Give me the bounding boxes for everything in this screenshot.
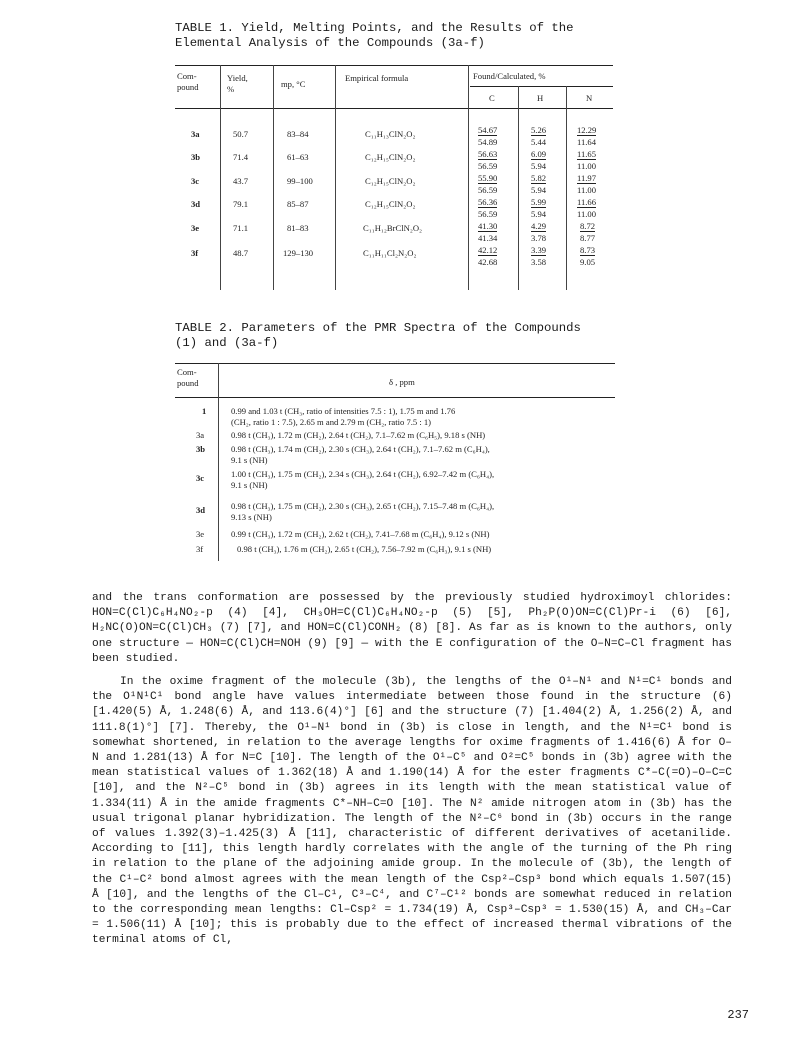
table1-row-3f-mp: 129–130 — [283, 248, 314, 258]
table1-header-yield: Yield, % — [227, 73, 248, 94]
table1-caption — [175, 21, 615, 51]
page-number: 237 — [727, 1008, 749, 1022]
table1-row-3b-yield: 71.4 — [233, 152, 249, 162]
table1 — [175, 65, 613, 290]
table2-row-3a-compound: 3a — [196, 430, 205, 440]
table1-row-3d-n-calc: 11.00 — [577, 209, 597, 219]
table1-row-3e-mp: 81–83 — [287, 223, 309, 233]
table1-row-3d-formula: C₁₂H₁₅ClN₂O₂ — [365, 199, 416, 209]
table2-row-3c-line1: 1.00 t (CH₃), 1.75 m (CH₂), 2.34 s (CH₃), 2.64 t (CH₂), 6.92–7.42 m (C₆H₄), — [231, 469, 495, 479]
table1-header-mp: mp, °C — [281, 79, 306, 89]
table1-row-3e-n-found: 8.72 — [580, 221, 596, 231]
table1-row-3a-formula: C₁₁H₁₃ClN₂O₂ — [365, 129, 416, 139]
table1-header-n: N — [586, 93, 593, 103]
table1-row-3c-c-found: 55.90 — [478, 173, 498, 183]
table2-header-delta: δ , ppm — [389, 377, 415, 387]
table1-row-3d-c-found: 56.36 — [478, 197, 498, 207]
table2-row-3c-compound: 3c — [196, 473, 205, 483]
table2-row-3b-line1: 0.98 t (CH₃), 1.74 m (CH₂), 2.30 s (CH₃), 2.64 t (CH₂), 7.1–7.62 m (C₆H₄), — [231, 444, 490, 454]
table1-row-3c-c-calc: 56.59 — [478, 185, 498, 195]
table2-caption-line2: (1) and (3a-f) — [175, 336, 279, 350]
table1-row-3e-c-found: 41.30 — [478, 221, 498, 231]
table1-row-3e-h-found: 4.29 — [531, 221, 547, 231]
table1-row-3a-c-found: 54.67 — [478, 125, 498, 135]
table2-row-3c-line2: 9.1 s (NH) — [231, 480, 268, 490]
table1-row-3f-yield: 48.7 — [233, 248, 249, 258]
table1-row-3d-n-found: 11.66 — [577, 197, 597, 207]
table1-header-compound: Com- pound — [177, 71, 199, 92]
table1-row-3f-h-calc: 3.58 — [531, 257, 547, 267]
paragraph-1: and the trans conformation are possessed by the previously studied hydroximoyl chlorides: HON=C(Cl)C₆H₄NO₂-p (4) [4], CH₃OH=C(Cl)C₆H₄NO₂-p (5) [5], Ph₂P(O)ON=C(Cl)Pr-i (6) [6], H₂NC(O)ON=C(Cl)CH₃ (7) [7], and HON=C(Cl)CONH₂ (8) [8]. As far as is known to the authors, only one structure — HON=C(Cl)CH=NOH (9) [9] — with the E configuration of the O–N=C–Cl fragment has been studied. — [92, 592, 732, 665]
table2-row-1-line2: (CH₂, ratio 1 : 7.5), 2.65 m and 2.79 m (CH₂, ratio 7.5 : 1) — [231, 417, 432, 427]
table1-row-3f-n-calc: 9.05 — [580, 257, 596, 267]
table1-row-3b-n-calc: 11.00 — [577, 161, 597, 171]
table1-row-3b-h-found: 6.09 — [531, 149, 547, 159]
table2-row-3f-compound: 3f — [196, 544, 204, 554]
table1-row-3c-compound: 3c — [191, 176, 200, 186]
table1-row-3f-c-calc: 42.68 — [478, 257, 498, 267]
table1-header-h: H — [537, 93, 544, 103]
table1-row-3f-c-found: 42.12 — [478, 245, 498, 255]
table2-row-3d-compound: 3d — [196, 505, 206, 515]
paragraph-2: In the oxime fragment of the molecule (3b), the lengths of the O¹–N¹ and N¹=C¹ bonds and the O¹N¹C¹ bond angle have values intermediate between those found in the structure (6) [1.420(5) Å, 1.248(6) Å, and 113.6(4)°] [6] and the structure (7) [1.404(2) Å, 1.256(2) Å, and 111.8(1)°] [7]. Thereby, the O¹–N¹ bond in (3b) is close in length, and the N¹=C¹ bond is somewhat shortened, in relation to the average lengths for oxime fragments of 1.416(6) Å for O–N and 1.281(13) Å for N=C [10]. The length of the O¹–C⁵ and O²=C⁵ bonds in (3b) agree with the mean statistical values of 1.362(18) Å and 1.190(14) Å for the ester fragments C*–C(=O)–O–C=C [10], and the N²–C⁵ bond in (3b) agrees in its length with the mean statistical value of 1.334(11) Å in the amide fragments C*–NH–C=O [10]. The N² amide nitrogen atom in (3b) has the usual trigonal planar hybridization. The length of the N²–C⁶ bond in (3b) occurs in the range of values 1.392(3)–1.425(3) Å [11], characteristic of different derivatives of acetanilide. According to [11], this length hardly correlates with the angle of the turning of the Ph ring in relation to the plane of the adjoining amide group. In the molecule of (3b), the length of the C¹–C² bond almost agrees with the mean length of the Csp²–Csp³ bond which equals 1.507(15) Å [10], and the lengths of the Cl–C¹, C³–C⁴, and C⁷–C¹² bonds are somewhat reduced in relation to the corresponding mean lengths: Cl–Csp² = 1.734(19) Å, Csp³–Csp³ = 1.530(15) Å, and CH₃–Car = 1.506(11) Å [10]; this is probably due to the effect of increased thermal vibrations of the terminal atoms of Cl, — [92, 676, 732, 947]
table1-row-3d-compound: 3d — [191, 199, 201, 209]
table1-row-3c-n-calc: 11.00 — [577, 185, 597, 195]
table1-row-3a-n-found: 12.29 — [577, 125, 597, 135]
table1-row-3d-h-calc: 5.94 — [531, 209, 547, 219]
table1-row-3b-compound: 3b — [191, 152, 201, 162]
table1-header-formula: Empirical formula — [345, 73, 409, 83]
table2-row-1-line1: 0.99 and 1.03 t (CH₃, ratio of intensities 7.5 : 1), 1.75 m and 1.76 — [231, 406, 456, 416]
table1-row-3e-formula: C₁₁H₁₂BrClN₂O₂ — [363, 223, 423, 233]
table1-row-3f-compound: 3f — [191, 248, 199, 258]
table2-row-3a-line1: 0.98 t (CH₃), 1.72 m (CH₂), 2.64 t (CH₂), 7.1–7.62 m (C₆H₅), 9.18 s (NH) — [231, 430, 486, 440]
table2-header-compound: Com- pound — [177, 367, 199, 388]
table1-row-3e-yield: 71.1 — [233, 223, 249, 233]
table1-row-3a-compound: 3a — [191, 129, 200, 139]
table1-row-3f-n-found: 8.73 — [580, 245, 596, 255]
table2-row-3e-line1: 0.99 t (CH₃), 1.72 m (CH₂), 2.62 t (CH₂), 7.41–7.68 m (C₆H₄), 9.12 s (NH) — [231, 529, 490, 539]
table1-row-3f-formula: C₁₁H₁₁Cl₂N₂O₂ — [363, 248, 417, 258]
table1-row-3a-n-calc: 11.64 — [577, 137, 597, 147]
body-text — [92, 591, 732, 949]
table2-row-3b-line2: 9.1 s (NH) — [231, 455, 268, 465]
table1-row-3b-c-found: 56.63 — [478, 149, 498, 159]
table1-row-3c-formula: C₁₂H₁₅ClN₂O₂ — [365, 176, 416, 186]
table1-row-3e-compound: 3e — [191, 223, 200, 233]
table1-caption-line2: Elemental Analysis of the Compounds (3a-f) — [175, 36, 485, 50]
table1-row-3c-mp: 99–100 — [287, 176, 313, 186]
table1-row-3e-c-calc: 41.34 — [478, 233, 498, 243]
table1-row-3e-h-calc: 3.78 — [531, 233, 547, 243]
table1-row-3b-c-calc: 56.59 — [478, 161, 498, 171]
table1-caption-line1: TABLE 1. Yield, Melting Points, and the Results of the — [175, 21, 574, 35]
table1-row-3b-n-found: 11.65 — [577, 149, 597, 159]
table1-row-3f-h-found: 3.39 — [531, 245, 547, 255]
table1-row-3c-n-found: 11.97 — [577, 173, 597, 183]
table2-row-3d-line2: 9.13 s (NH) — [231, 512, 272, 522]
table1-row-3d-c-calc: 56.59 — [478, 209, 498, 219]
table1-row-3d-h-found: 5.99 — [531, 197, 547, 207]
table1-header-c: C — [489, 93, 495, 103]
table1-row-3d-mp: 85–87 — [287, 199, 309, 209]
table1-row-3d-yield: 79.1 — [233, 199, 249, 209]
table1-row-3a-c-calc: 54.89 — [478, 137, 498, 147]
table1-row-3e-n-calc: 8.77 — [580, 233, 596, 243]
table1-row-3c-yield: 43.7 — [233, 176, 249, 186]
table2-row-1-compound: 1 — [202, 406, 207, 416]
table1-header-found: Found/Calculated, % — [473, 71, 546, 81]
table2-row-3f-line1: 0.98 t (CH₃), 1.76 m (CH₂), 2.65 t (CH₂), 7.56–7.92 m (C₆H₃), 9.1 s (NH) — [237, 544, 492, 554]
table2-caption-line1: TABLE 2. Parameters of the PMR Spectra of the Compounds — [175, 321, 581, 335]
table1-row-3a-h-found: 5.26 — [531, 125, 547, 135]
table1-row-3b-formula: C₁₂H₁₅ClN₂O₂ — [365, 152, 416, 162]
table1-row-3b-h-calc: 5.94 — [531, 161, 547, 171]
table1-row-3b-mp: 61–63 — [287, 152, 309, 162]
table2-row-3d-line1: 0.98 t (CH₃), 1.75 m (CH₂), 2.30 s (CH₃), 2.65 t (CH₂), 7.15–7.48 m (C₆H₄), — [231, 501, 495, 511]
table1-row-3c-h-found: 5.82 — [531, 173, 547, 183]
table2-row-3b-compound: 3b — [196, 444, 206, 454]
table1-row-3a-yield: 50.7 — [233, 129, 249, 139]
table1-row-3a-h-calc: 5.44 — [531, 137, 547, 147]
table2-caption — [175, 321, 615, 351]
table2-row-3e-compound: 3e — [196, 529, 205, 539]
table2 — [175, 363, 615, 561]
table1-row-3a-mp: 83–84 — [287, 129, 309, 139]
table1-row-3c-h-calc: 5.94 — [531, 185, 547, 195]
